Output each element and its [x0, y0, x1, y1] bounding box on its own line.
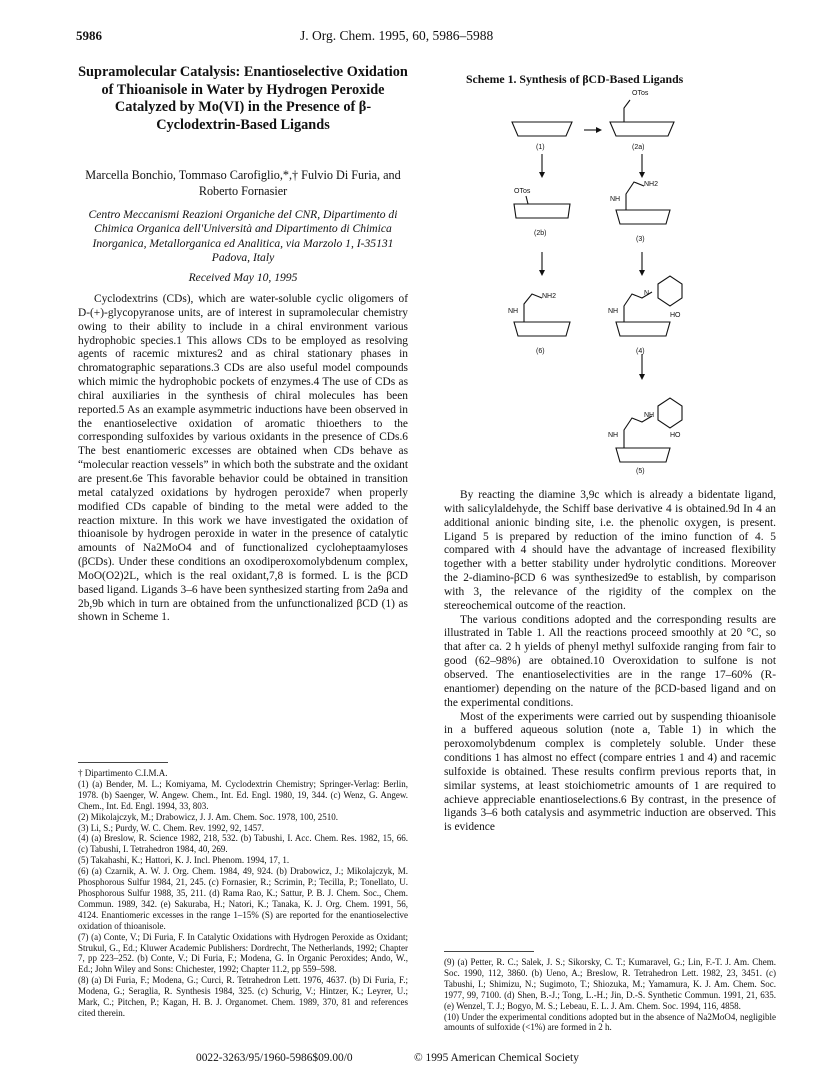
arrowhead — [596, 127, 602, 133]
label-nh-3: NH — [610, 196, 621, 203]
label-compound-5: (5) — [636, 468, 645, 475]
arrowhead — [539, 270, 545, 276]
scheme-diagram — [444, 86, 776, 478]
otos-bond-2a — [624, 100, 630, 122]
footnote: (10) Under the experimental conditions adopted but in the absence of Na2MoO4, negligible amounts of sulfoxide (<1%) are formed in 2 h. — [444, 1011, 776, 1033]
label-compound-2b: (2b) — [534, 230, 547, 237]
label-ho-5: HO — [670, 432, 681, 439]
label-nh-6: NH — [508, 308, 519, 315]
footer-code: 0022-3263/95/1960-5986$09.00/0 — [196, 1052, 353, 1064]
article-title: Supramolecular Catalysis: Enantioselective Oxidation of Thioanisole in Water by Hydrogen Peroxide Catalyzed by Mo(VI) in the Presence of β-Cyclodextrin-Based Ligands — [78, 64, 408, 133]
label-nh2-6: NH2 — [542, 293, 557, 300]
arrowhead — [539, 172, 545, 178]
cyclodextrin-3-shape — [616, 210, 670, 224]
label-compound-1: (1) — [536, 144, 545, 151]
authors: Marcella Bonchio, Tommaso Carofiglio,*,† Fulvio Di Furia, and Roberto Fornasier — [85, 168, 401, 198]
label-nh-5b: NH — [608, 432, 619, 439]
label-nh-4: NH — [608, 308, 619, 315]
label-compound-3: (3) — [636, 236, 645, 243]
label-nh2-3: NH2 — [644, 181, 659, 188]
otos-bond-2b — [526, 196, 528, 204]
benzene-ring-4 — [658, 276, 682, 306]
label-n-4: N — [644, 290, 650, 297]
cyclodextrin-1-shape — [512, 122, 572, 136]
scheme-svg — [444, 86, 776, 478]
footnote-rule-left — [78, 762, 168, 763]
label-compound-2a: (2a) — [632, 144, 645, 151]
footer-copyright: © 1995 American Chemical Society — [414, 1052, 579, 1064]
footnote: (8) (a) Di Furia, F.; Modena, G.; Curci, R. Tetrahedron Lett. 1976, 4637. (b) Di Furia, F.; Modena, G.; Seraglia, R. Synthesis 1984, 325. (c) Schurig, V.; Hintzer, K.; Leyrer, U.; Mark, C.; Pitchen, P.; Kagan, H. B. J. Organomet. Chem. 1989, 370, 81 and references cited therein. — [78, 975, 408, 1018]
paragraph: By reacting the diamine 3,9c which is already a bidentate ligand, with salicylaldehyde, the Schiff base derivative 4 is obtained.9d In 4 an additional anionic binding site, i.e. the phenolic oxygen, is present. Ligand 5 is prepared by reduction of the imino function of 4. 5 compared with 4 should have the advantage of increased flexibility together with a better stability under hydrolytic conditions. Moreover the 2-diamino-βCD 6 was synthesized9e to establish, by comparison with 3, the relevance of the rigidity of the complex on the stereochemical outcome of the reaction. — [444, 489, 776, 612]
footnote: (5) Takahashi, K.; Hattori, K. J. Incl. Phenom. 1994, 17, 1. — [78, 855, 290, 866]
arrowhead — [639, 270, 645, 276]
footnote: (9) (a) Petter, R. C.; Salek, J. S.; Sikorsky, C. T.; Kumaravel, G.; Lin, F.-T. J. Am. Chem. Soc. 1990, 112, 3860. (b) Ueno, A.; Breslow, R. Tetrahedron Lett. 1982, 23, 3451. (c) Tabushi, I.; Shimizu, N.; Sugimoto, T.; Shiozuka, M.; Yamamura, K. J. Am. Chem. Soc. 1977, 99, 7100. (d) Shen, B.-J.; Tong, L.-H.; Jin, D.-S. Synthetic Commun. 1991, 21, 635. (e) Wenzel, T. J.; Bogyo, M. S.; Lebeau, E. L. J. Am. Chem. Soc. 1994, 116, 4858. — [444, 957, 776, 1011]
footnotes-left — [78, 768, 408, 1019]
received-date: Received May 10, 1995 — [188, 271, 298, 284]
footnote: (3) Li, S.; Purdy, W. C. Chem. Rev. 1992, 92, 1457. — [78, 822, 264, 833]
body-text-right — [444, 489, 776, 835]
page-number: 5986 — [76, 28, 102, 43]
footnote: (1) (a) Bender, M. L.; Komiyama, M. Cyclodextrin Chemistry; Springer-Verlag: Berlin, 1978. (b) Saenger, W. Angew. Chem., Int. Ed. Engl. 1980, 19, 344. (c) Wenz, G. Angew. Chem., Int. Ed. Engl. 1994, 33, 803. — [78, 778, 408, 811]
label-ho-4: HO — [670, 312, 681, 319]
arrowhead — [639, 172, 645, 178]
cyclodextrin-2b-shape — [514, 204, 570, 218]
footnote: † Dipartimento C.I.M.A. — [78, 768, 168, 778]
paragraph: The various conditions adopted and the corresponding results are illustrated in Table 1. All the reactions proceed smoothly at 20 °C, so that after ca. 2 h yields of phenyl methyl sulfoxide ranging from fair to good (62–98%) are obtained.10 Overoxidation to sulfone is not observed. The enantioselectivities are in the range 17–60% (R-enantiomer) depending on the nature of the βCD-based ligand and on the experimental conditions. — [444, 613, 776, 709]
cyclodextrin-2a-shape — [610, 122, 674, 136]
footnote-rule-right — [444, 951, 534, 952]
scheme-title: Scheme 1. Synthesis of βCD-Based Ligands — [466, 72, 684, 86]
label-compound-4: (4) — [636, 348, 645, 355]
amine-chain-5 — [624, 416, 652, 448]
amine-chain-6 — [524, 294, 542, 322]
amine-chain-3 — [626, 182, 644, 210]
arrowhead — [639, 374, 645, 380]
affiliation: Centro Meccanismi Reazioni Organiche del CNR, Dipartimento di Chimica Organica dell'Università and Dipartimento di Chimica Inorganica, Metallorganica ed Analitica, via Marzolo 1, I-35131 Padova, Italy — [88, 208, 398, 265]
footnotes-right — [444, 957, 776, 1033]
label-compound-6: (6) — [536, 348, 545, 355]
footnote: (2) Mikolajczyk, M.; Drabowicz, J. J. Am. Chem. Soc. 1978, 100, 2510. — [78, 811, 338, 822]
cyclodextrin-6-shape — [514, 322, 570, 336]
body-text-left: Cyclodextrins (CDs), which are water-soluble cyclic oligomers of D-(+)-glycopyranose units, are of interest in supramolecular chemistry owing to their ability to include in a chiral environment various hydrophobic species.1 This allows CDs to be employed as resolving agents of racemic mixtures2 and as chiral stationary phases in chromatographic separations.3 CDs are also useful model compounds which mimic the hydrophobic pockets of enzymes.4 The use of CDs as chiral auxiliaries in the synthesis of chiral molecules has been reported.5 As an example asymmetric inductions have been observed in the enantioselective oxidation of aromatic thioethers to the corresponding sulfoxides by various oxidants in the presence of CDs.6 The best enantiomeric excesses are obtained when CDs behave as “molecular reaction vessels” in which both the substrate and the oxidant are present.6e This favorable behavior could be obtained in transition metal catalyzed oxidations by hydrogen peroxide7 when properly modified CDs capable of binding to the metal were added to the reaction mixture. In this work we have investigated the oxidation of thioanisole by hydrogen peroxide in water in the presence of catalytic amounts of Na2MoO4 and of functionalized cycloheptaamyloses (βCDs). Under these conditions an oxodiperoxomolybdenum complex, MoO(O2)2L, which is the real oxidant,7,8 is formed. L is the βCD based ligand. Ligands 3–6 have been synthesized starting from 2a9a and 2b,9b which in turn are obtained from the unfunctionalized βCD (1) as shown in Scheme 1. — [78, 293, 408, 624]
label-nh-5a: NH — [644, 412, 655, 419]
paragraph: Most of the experiments were carried out by suspending thioanisole in a buffered aqueous solution (note a, Table 1) in which the peroxomolybdenum complex is completely soluble. Under these conditions 1 has almost no effect (compare entries 1 and 4) and racemic sulfoxide is obtained. These results confirm previous reports that, in similar systems, at least stoichiometric amounts of 1 are required to achieve appreciable enantioselections.6 By contrast, in the presence of ligands 3–6 both catalysis and asymmetric induction are observed. This is evidence — [444, 710, 776, 834]
footnote: (7) (a) Conte, V.; Di Furia, F. In Catalytic Oxidations with Hydrogen Peroxide as Oxidant; Strukul, G., Ed.; Kluwer Academic Publishers: Dordrecht, The Netherlands, 1992; Chapter 7, pp 223–252. (b) Conte, V.; Di Furia, F.; Modena, G. In Organic Peroxides; Ando, W., Ed.; John Wiley and Sons: Chichester, 1992; Chapter 11.2, pp 559–598. — [78, 931, 408, 975]
cyclodextrin-4-shape — [616, 322, 670, 336]
cyclodextrin-5-shape — [616, 448, 670, 462]
label-otos-2a: OTos — [632, 90, 649, 97]
footnote: (4) (a) Breslow, R. Science 1982, 218, 532. (b) Tabushi, I. Acc. Chem. Res. 1982, 15, 66. (c) Tabushi, I. Tetrahedron 1984, 40, 269. — [78, 833, 408, 855]
benzene-ring-5 — [658, 398, 682, 428]
footnote: (6) (a) Czarnik, A. W. J. Org. Chem. 1984, 49, 924. (b) Drabowicz, J.; Mikolajczyk, M. Phosphorous Sulfur 1984, 21, 245. (c) Fornasier, R.; Scrimin, P.; Tecilla, P.; Tonellato, U. Phosphorous Sulfur 1988, 35, 211. (d) Rama Rao, K.; Sattur, P. B. J. Chem. Soc., Chem. Commun. 1989, 342. (e) Sakuraba, H.; Natori, K.; Tanaka, K. J. Org. Chem. 1991, 56, 4124. Enantiomeric excesses in the range 1–15% (S) are reported for the enantioselective oxidation of thioanisole. — [78, 866, 408, 931]
label-otos-2b: OTos — [514, 188, 531, 195]
journal-header: J. Org. Chem. 1995, 60, 5986–5988 — [300, 28, 494, 43]
